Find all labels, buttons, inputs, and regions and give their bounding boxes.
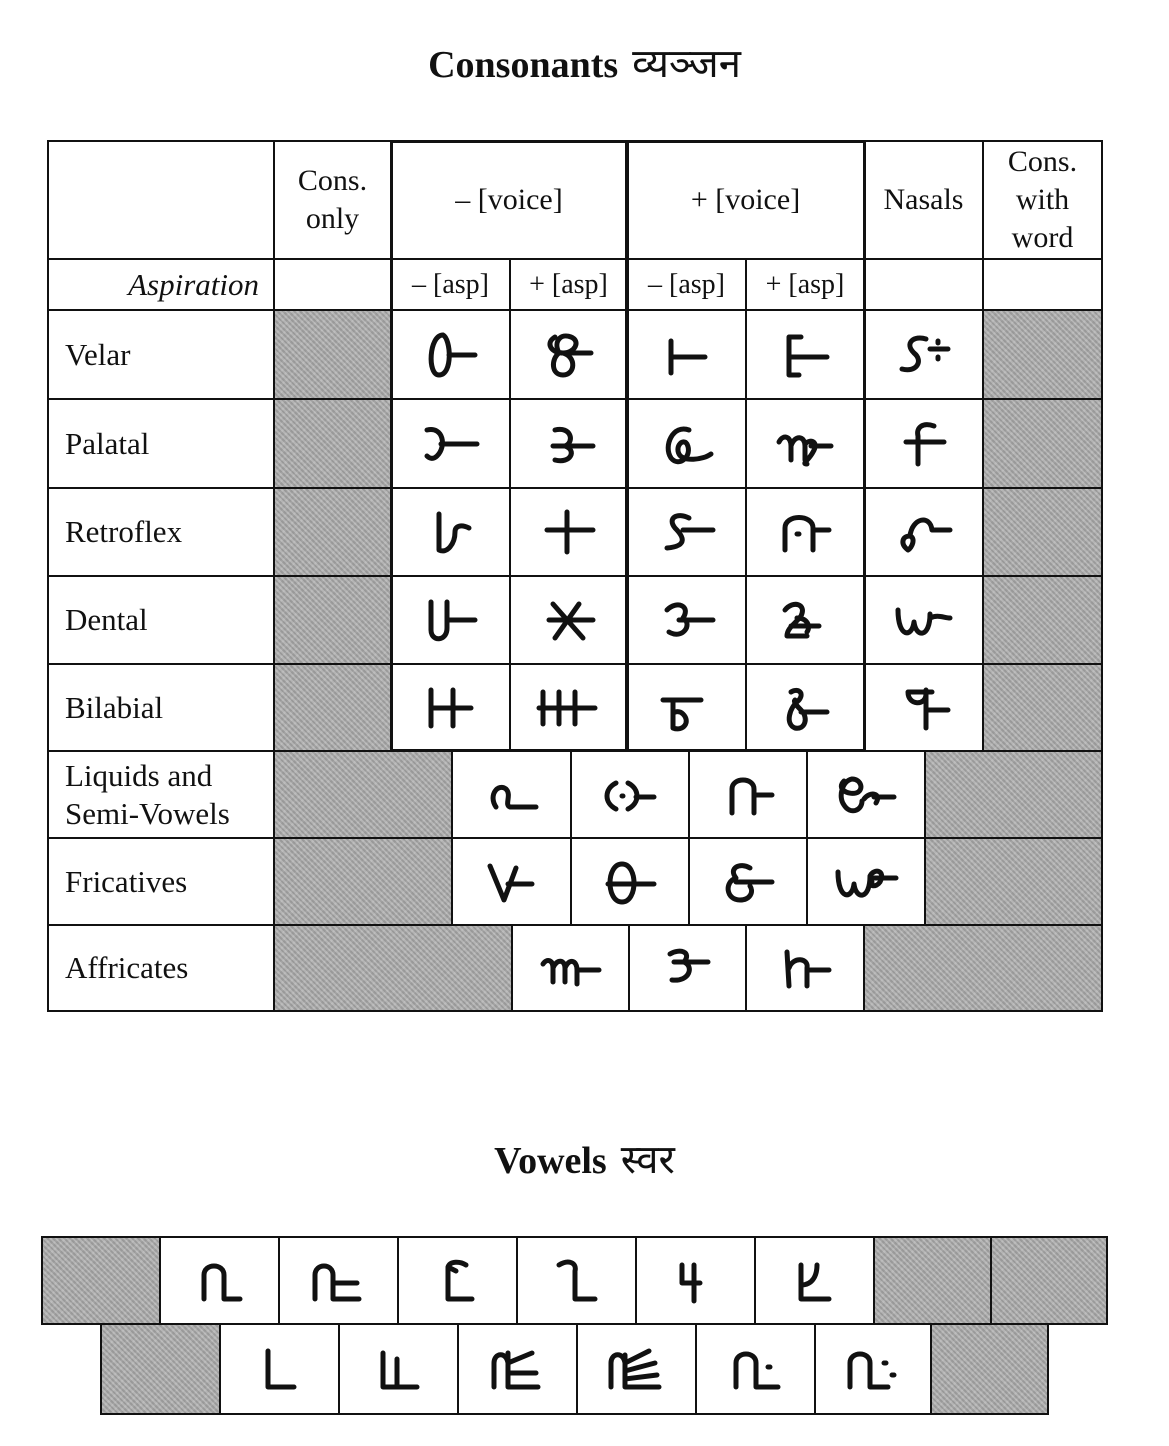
shaded-cell — [273, 837, 453, 926]
row-label-liquids: Liquids and Semi-Vowels — [47, 750, 275, 839]
consonant-glyph — [626, 309, 747, 400]
header-empty-cell — [982, 258, 1103, 311]
vowel-glyph — [457, 1323, 578, 1415]
consonant-glyph — [626, 663, 747, 752]
shaded-cell — [273, 924, 513, 1012]
vowels-title-devanagari: स्वर — [620, 1137, 675, 1183]
shaded-cell — [873, 1236, 993, 1325]
row-label-palatal: Palatal — [47, 398, 275, 489]
consonant-glyph — [745, 575, 865, 665]
vowels-title-text: Vowels — [494, 1140, 607, 1182]
shaded-cell — [273, 398, 392, 489]
consonant-glyph — [451, 750, 572, 839]
vowel-glyph — [397, 1236, 518, 1325]
consonant-glyph — [509, 663, 628, 752]
vowel-glyph — [338, 1323, 459, 1415]
shaded-cell — [273, 575, 392, 665]
vowel-glyph — [814, 1323, 933, 1415]
header-plus-asp: + [asp] — [509, 258, 628, 311]
consonant-glyph — [570, 750, 690, 839]
vowel-glyph — [695, 1323, 816, 1415]
consonants-title — [0, 34, 1169, 89]
header-cons-with-word: Cons. with word — [982, 140, 1103, 260]
consonant-glyph — [745, 663, 865, 752]
header-nasals: Nasals — [863, 140, 984, 260]
header-minus-voice: – [voice] — [390, 140, 628, 260]
row-label-fricatives: Fricatives — [47, 837, 275, 926]
consonant-glyph — [511, 924, 630, 1012]
header-aspiration: Aspiration — [47, 258, 275, 311]
vowel-glyph — [219, 1323, 340, 1415]
consonant-glyph — [863, 487, 984, 577]
consonant-glyph — [390, 575, 511, 665]
vowels-title — [0, 1130, 1169, 1185]
consonant-glyph — [745, 487, 865, 577]
shaded-cell — [100, 1323, 221, 1415]
consonant-glyph — [390, 663, 511, 752]
consonant-glyph — [628, 924, 747, 1012]
header-cons-only: Cons. only — [273, 140, 392, 260]
row-label-affricates: Affricates — [47, 924, 275, 1012]
consonant-glyph — [863, 663, 984, 752]
row-label-velar: Velar — [47, 309, 275, 400]
shaded-cell — [273, 663, 392, 752]
header-empty-cell — [863, 258, 984, 311]
shaded-cell — [273, 750, 453, 839]
shaded-cell — [924, 750, 1103, 839]
consonant-glyph — [688, 750, 808, 839]
consonant-glyph — [509, 487, 628, 577]
consonant-glyph — [745, 398, 865, 489]
consonant-glyph — [626, 575, 747, 665]
vowel-glyph — [278, 1236, 399, 1325]
vowel-glyph — [159, 1236, 280, 1325]
vowel-glyph — [516, 1236, 637, 1325]
consonant-glyph — [745, 924, 865, 1012]
consonant-glyph — [390, 398, 511, 489]
consonant-glyph — [451, 837, 572, 926]
header-empty-cell — [273, 258, 392, 311]
consonant-glyph — [509, 575, 628, 665]
consonant-glyph — [626, 398, 747, 489]
row-label-dental: Dental — [47, 575, 275, 665]
consonant-glyph — [863, 398, 984, 489]
shaded-cell — [982, 575, 1103, 665]
consonant-glyph — [745, 309, 865, 400]
header-minus-asp: – [asp] — [626, 258, 747, 311]
shaded-cell — [863, 924, 1103, 1012]
consonant-glyph — [806, 837, 926, 926]
header-minus-asp: – [asp] — [390, 258, 511, 311]
consonant-glyph — [863, 575, 984, 665]
shaded-cell — [990, 1236, 1108, 1325]
shaded-cell — [273, 309, 392, 400]
consonant-glyph — [570, 837, 690, 926]
consonant-glyph — [509, 309, 628, 400]
header-corner-cell — [47, 140, 275, 260]
vowel-glyph — [754, 1236, 875, 1325]
consonant-glyph — [806, 750, 926, 839]
shaded-cell — [982, 663, 1103, 752]
shaded-cell — [982, 309, 1103, 400]
row-label-retroflex: Retroflex — [47, 487, 275, 577]
consonant-glyph — [863, 309, 984, 400]
shaded-cell — [41, 1236, 161, 1325]
consonant-glyph — [688, 837, 808, 926]
row-label-bilabial: Bilabial — [47, 663, 275, 752]
shaded-cell — [924, 837, 1103, 926]
shaded-cell — [930, 1323, 1049, 1415]
consonant-glyph — [390, 487, 511, 577]
vowel-glyph — [635, 1236, 756, 1325]
consonant-glyph — [626, 487, 747, 577]
header-plus-asp: + [asp] — [745, 258, 865, 311]
header-plus-voice: + [voice] — [626, 140, 865, 260]
shaded-cell — [982, 487, 1103, 577]
consonant-glyph — [509, 398, 628, 489]
shaded-cell — [273, 487, 392, 577]
shaded-cell — [982, 398, 1103, 489]
consonants-title-devanagari: व्यञ्जन — [632, 41, 741, 87]
consonants-title-text: Consonants — [428, 44, 619, 86]
vowel-glyph — [576, 1323, 697, 1415]
consonant-glyph — [390, 309, 511, 400]
